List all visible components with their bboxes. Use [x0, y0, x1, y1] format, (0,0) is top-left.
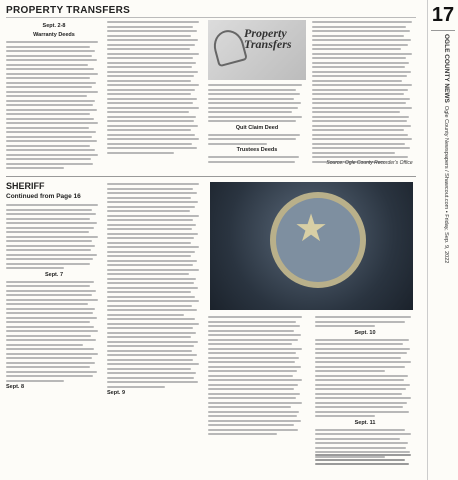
source-note: Source: Ogle County Recorder's Office [326, 160, 413, 166]
key-icon [210, 27, 248, 68]
property-column-2 [107, 21, 203, 156]
property-column-4 [312, 21, 416, 165]
subhead-sept-9: Sept. 9 [107, 390, 126, 396]
sheriff-column-3 [208, 316, 306, 438]
sheriff-column-2 [107, 183, 203, 399]
banner-title: OGLE COUNTY NEWS [443, 34, 450, 103]
page-sidebar [427, 0, 458, 480]
sheriff-column-1 [6, 204, 102, 393]
badge-ring [270, 192, 366, 288]
page-number-rule [431, 30, 455, 31]
property-transfers-graphic [208, 20, 306, 80]
subhead-sept-10: Sept. 10 [354, 329, 376, 336]
graphic-title: Property Transfers [244, 26, 292, 51]
property-transfers-header: PROPERTY TRANSFERS [6, 5, 131, 16]
star-icon: ★ [294, 208, 329, 250]
sidebar-banner [443, 34, 450, 263]
subhead-quit-claim-deed: Quit Claim Deed [235, 124, 279, 131]
property-column-3 [208, 84, 306, 165]
sheriff-column-4 [315, 316, 415, 460]
header-rule [6, 17, 416, 18]
subhead-trustees-deeds: Trustees Deeds [236, 147, 278, 153]
property-column-1 [6, 21, 102, 172]
subhead-sept-8: Sept. 8 [6, 384, 25, 390]
subhead-sept-2-8: Sept. 2-8 [42, 23, 66, 29]
sheriff-continued: Continued from Page 16 [6, 193, 81, 200]
page-number: 17 [431, 4, 455, 26]
sheriff-header: SHERIFF [6, 181, 45, 191]
banner-subtitle: Ogle County Newspapers / Shawcout.com • Friday, Sep. 9, 2022 [443, 105, 449, 264]
sheriff-badge-photo [210, 182, 413, 310]
subhead-sept-11: Sept. 11 [354, 419, 376, 426]
subhead-warranty-deeds: Warranty Deeds [33, 32, 75, 38]
subhead-sept-7: Sept. 7 [44, 271, 64, 278]
closing-note [315, 454, 415, 468]
section-divider [6, 176, 416, 177]
